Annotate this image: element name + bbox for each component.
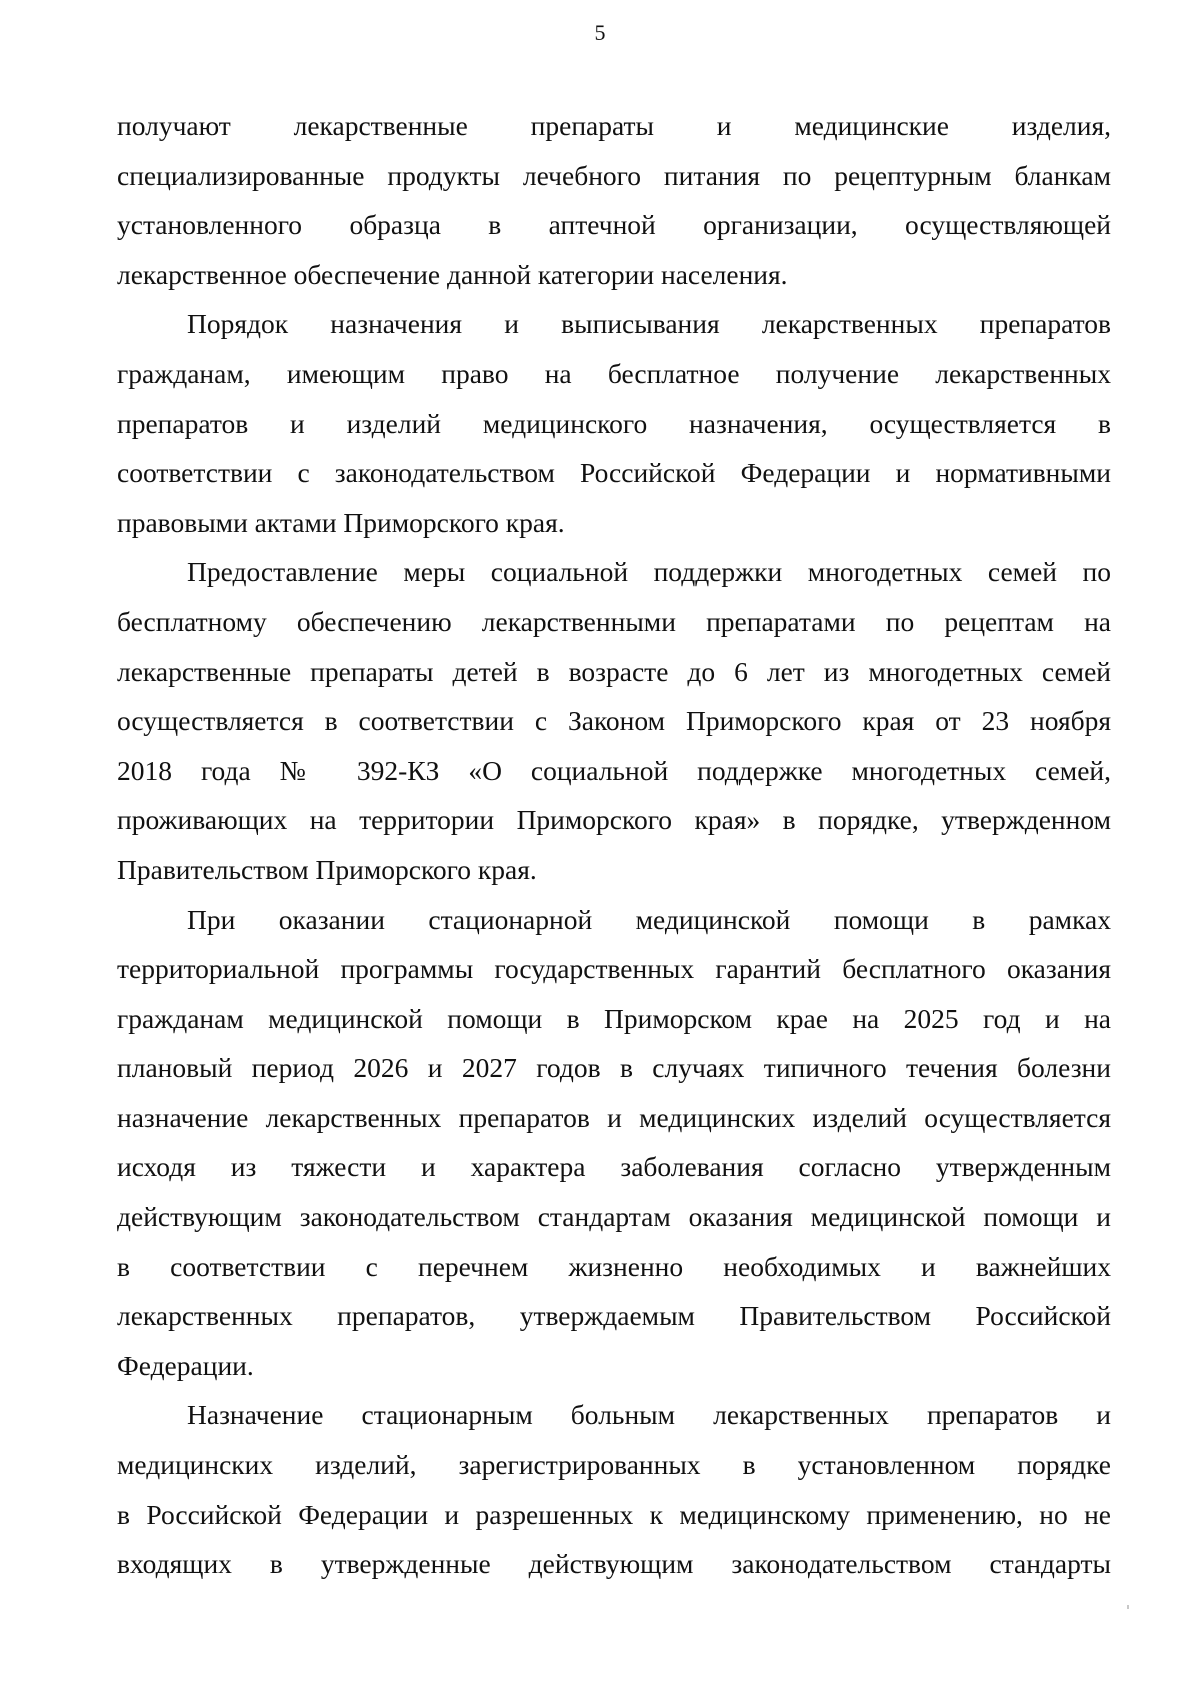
text-line: в соответствии с перечнем жизненно необходимых и важнейших xyxy=(117,1250,1111,1282)
text-line: Предоставление меры социальной поддержки многодетных семей по xyxy=(187,556,1111,588)
text-line: специализированные продукты лечебного питания по рецептурным бланкам xyxy=(117,159,1111,191)
text-line: медицинских изделий, зарегистрированных в установленном порядке xyxy=(117,1449,1111,1481)
text-line: правовыми актами Приморского края. xyxy=(117,506,565,538)
text-line: действующим законодательством стандартам оказания медицинской помощи и xyxy=(117,1201,1111,1233)
text-line: гражданам медицинской помощи в Приморском крае на 2025 год и на xyxy=(117,1002,1111,1034)
text-line: назначение лекарственных препаратов и медицинских изделий осуществляется xyxy=(117,1101,1111,1133)
text-line: 2018 года № 392-КЗ «О социальной поддержке многодетных семей, xyxy=(117,754,1111,786)
text-line: соответствии с законодательством Российской Федерации и нормативными xyxy=(117,457,1111,489)
text-line: лекарственных препаратов, утверждаемым Правительством Российской xyxy=(117,1300,1111,1332)
text-line: исходя из тяжести и характера заболевания согласно утвержденным xyxy=(117,1151,1111,1183)
paragraph xyxy=(117,1390,1111,1588)
text-line: территориальной программы государственных гарантий бесплатного оказания xyxy=(117,953,1111,985)
text-line: плановый период 2026 и 2027 годов в случаях типичного течения болезни xyxy=(117,1052,1111,1084)
text-line: проживающих на территории Приморского края» в порядке, утвержденном xyxy=(117,804,1111,836)
text-line: в Российской Федерации и разрешенных к медицинскому применению, но не xyxy=(117,1498,1111,1530)
text-line: бесплатному обеспечению лекарственными препаратами по рецептам на xyxy=(117,605,1111,637)
text-line: лекарственные препараты детей в возрасте до 6 лет из многодетных семей xyxy=(117,655,1111,687)
text-line: осуществляется в соответствии с Законом Приморского края от 23 ноября xyxy=(117,705,1111,737)
text-line: лекарственное обеспечение данной категории населения. xyxy=(117,258,788,290)
text-line: установленного образца в аптечной организации, осуществляющей xyxy=(117,209,1111,241)
paragraph xyxy=(117,101,1111,299)
paragraph xyxy=(117,895,1111,1391)
text-line: Федерации. xyxy=(117,1349,254,1381)
text-line: получают лекарственные препараты и медицинские изделия, xyxy=(117,110,1111,141)
text-line: гражданам, имеющим право на бесплатное получение лекарственных xyxy=(117,357,1111,389)
text-line: Правительством Приморского края. xyxy=(117,853,537,885)
text-line: При оказании стационарной медицинской помощи в рамках xyxy=(187,903,1111,935)
text-line: входящих в утвержденные действующим законодательством стандарты xyxy=(117,1548,1111,1580)
text-line: Порядок назначения и выписывания лекарственных препаратов xyxy=(187,308,1111,340)
scan-artifact xyxy=(1127,1605,1129,1609)
document-body xyxy=(117,101,1111,1589)
paragraph xyxy=(117,299,1111,547)
text-line: Назначение стационарным больным лекарственных препаратов и xyxy=(187,1399,1111,1431)
paragraph xyxy=(117,547,1111,894)
page-number: 5 xyxy=(594,20,606,45)
text-line: препаратов и изделий медицинского назначения, осуществляется в xyxy=(117,407,1111,439)
